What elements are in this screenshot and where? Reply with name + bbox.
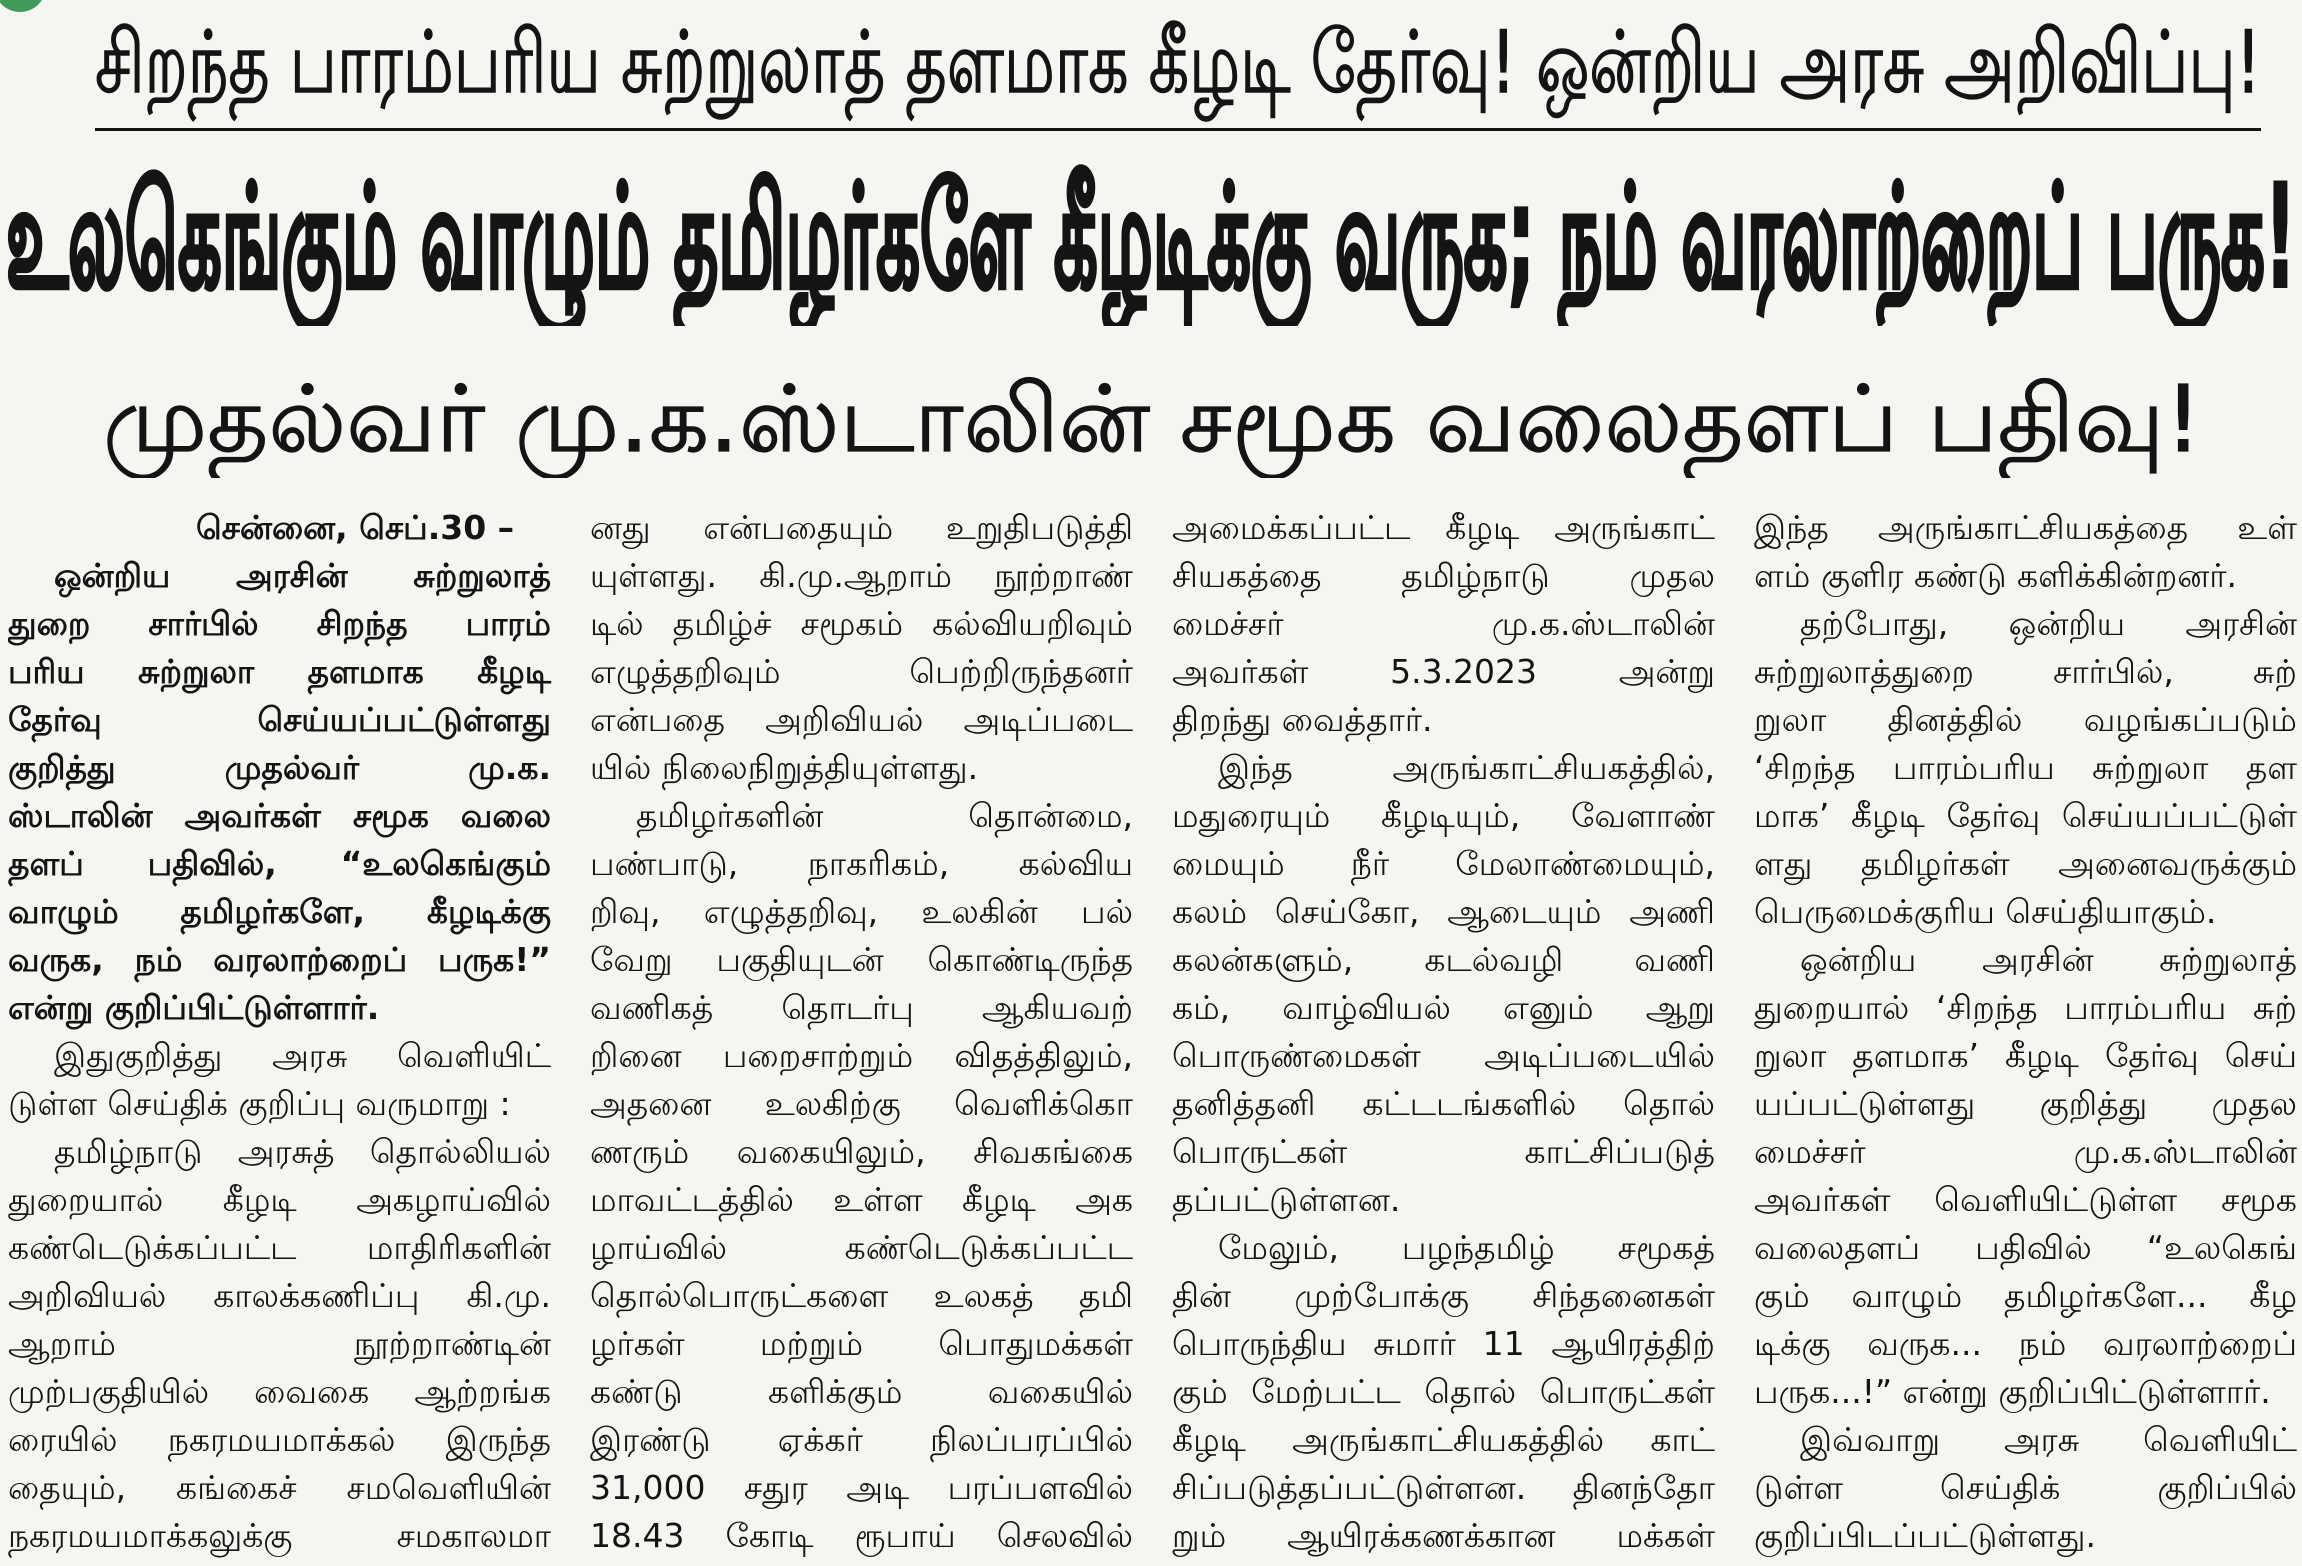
- text-line-content: ஸ்டாலின் அவர்கள் சமூக வலை: [8, 796, 551, 835]
- text-line-content: யுள்ளது. கி.மு.ஆறாம் நூற்றாண்: [590, 556, 1133, 595]
- text-line: [8, 840, 552, 888]
- text-line: [1172, 1368, 1716, 1416]
- text-line: [8, 1128, 552, 1176]
- text-line-content: எழுத்தறிவும் பெற்றிருந்தனர்: [590, 652, 1133, 691]
- text-line: [590, 1272, 1134, 1320]
- article-column-1: [8, 504, 552, 1560]
- text-line-content: 18.43 கோடி ரூபாய் செலவில்: [590, 1516, 1133, 1555]
- subheadline-text: முதல்வர் மு.க.ஸ்டாலின் சமூக வலைதளப் பதிவு!: [103, 366, 2202, 473]
- text-line-content: அறிவியல் காலக்கணிப்பு கி.மு.: [8, 1276, 551, 1315]
- text-line: [1172, 936, 1716, 984]
- text-line: [1172, 1512, 1716, 1560]
- text-line-content: இவ்வாறு அரசு வெளியிட்: [1800, 1420, 2297, 1459]
- text-line-content: மையும் நீர் மேலாண்மையும்,: [1172, 844, 1715, 883]
- text-line: [590, 1128, 1134, 1176]
- text-line: [590, 1224, 1134, 1272]
- text-line: [1754, 552, 2298, 600]
- text-line: [1754, 1224, 2298, 1272]
- text-line: [1754, 696, 2298, 744]
- text-line: [1172, 696, 1716, 744]
- text-line: [1754, 744, 2298, 792]
- text-line-content: கண்டெடுக்கப்பட்ட மாதிரிகளின்: [8, 1228, 551, 1267]
- text-line-content: பருக...!” என்று குறிப்பிட்டுள்ளார்.: [1754, 1372, 2271, 1411]
- text-line: [590, 552, 1134, 600]
- text-line-content: டிக்கு வருக... நம் வரலாற்றைப்: [1754, 1324, 2297, 1363]
- text-line-content: ஒன்றிய அரசின் சுற்றுலாத்: [54, 556, 551, 595]
- text-line-content: ஆறாம் நூற்றாண்டின்: [8, 1324, 551, 1363]
- text-line: [590, 504, 1134, 552]
- paragraph: [1754, 936, 2298, 1416]
- text-line-content: றிவு, எழுத்தறிவு, உலகின் பல்: [590, 892, 1133, 931]
- paragraph-continued: [1754, 504, 2298, 600]
- text-line: [1172, 600, 1716, 648]
- text-line-content: யப்பட்டுள்ளது குறித்து முதல: [1754, 1084, 2297, 1123]
- text-line-content: இதுகுறித்து அரசு வெளியிட்: [54, 1036, 551, 1075]
- text-line-content: மாக’ கீழடி தேர்வு செய்யப்பட்டுள்: [1754, 796, 2297, 835]
- text-line: [1754, 648, 2298, 696]
- masthead-logo-fragment: [0, 0, 46, 12]
- text-line: [8, 1176, 552, 1224]
- text-line-content: மாவட்டத்தில் உள்ள கீழடி அக: [590, 1180, 1133, 1219]
- text-line-content: துறை சார்பில் சிறந்த பாரம்: [8, 604, 551, 643]
- text-line: [1754, 1512, 2298, 1560]
- text-line: [1754, 1464, 2298, 1512]
- text-line: [8, 600, 552, 648]
- text-line-content: தற்போது, ஒன்றிய அரசின்: [1800, 604, 2297, 643]
- text-line: [590, 840, 1134, 888]
- paragraph: [1754, 1416, 2298, 1560]
- text-line: [1172, 744, 1716, 792]
- text-line: [590, 936, 1134, 984]
- text-line-content: குறிப்பிடப்பட்டுள்ளது.: [1754, 1516, 2096, 1555]
- text-line: [8, 936, 552, 984]
- text-line-content: பொருட்கள் காட்சிப்படுத்: [1172, 1132, 1715, 1171]
- text-line-content: அவர்கள் 5.3.2023 அன்று: [1172, 652, 1715, 691]
- text-line: [1172, 1320, 1716, 1368]
- text-line-content: மைச்சர் மு.க.ஸ்டாலின்: [1172, 604, 1715, 643]
- text-line-content: தேர்வு செய்யப்பட்டுள்ளது: [8, 700, 551, 739]
- text-line-content: டுள்ள செய்திக் குறிப்பு வருமாறு :: [8, 1084, 511, 1123]
- text-line-content: கண்டு களிக்கும் வகையில்: [590, 1372, 1133, 1411]
- text-line: [8, 1224, 552, 1272]
- text-line-content: பொருந்திய சுமார் 11 ஆயிரத்திற்: [1172, 1324, 1715, 1363]
- text-line: [1172, 792, 1716, 840]
- text-line: [1172, 1272, 1716, 1320]
- text-line: [8, 792, 552, 840]
- text-line-content: ளம் குளிர கண்டு களிக்கின்றனர்.: [1754, 556, 2237, 595]
- text-line-content: ழர்கள் மற்றும் பொதுமக்கள்: [590, 1324, 1133, 1363]
- text-line-content: என்பதை அறிவியல் அடிப்படை: [590, 700, 1133, 739]
- text-line-content: கும் வாழும் தமிழர்களே... கீழ: [1754, 1276, 2297, 1315]
- text-line: [1172, 1128, 1716, 1176]
- text-line-content: வருக, நம் வரலாற்றைப் பருக!”: [8, 940, 551, 979]
- text-line: [1172, 1224, 1716, 1272]
- text-line-content: றும் ஆயிரக்கணக்கான மக்கள்: [1172, 1516, 1715, 1555]
- text-line: [1172, 1416, 1716, 1464]
- text-line-content: இந்த அருங்காட்சியகத்தில்,: [1218, 748, 1715, 787]
- text-line-content: றினை பறைசாற்றும் விதத்திலும்,: [590, 1036, 1133, 1075]
- text-line: [8, 888, 552, 936]
- text-line: [1754, 1080, 2298, 1128]
- text-line: [1754, 840, 2298, 888]
- main-headline-text: உலகெங்கும் வாழும் தமிழர்களே கீழடிக்கு வருக; நம் வரலாற்றைப் பருக!: [6, 155, 2296, 320]
- text-line-content: என்று குறிப்பிட்டுள்ளார்.: [8, 988, 380, 1027]
- text-line: [8, 648, 552, 696]
- article-column-3: [1172, 504, 1716, 1560]
- text-line: [590, 1416, 1134, 1464]
- text-line: [8, 984, 552, 1032]
- text-line: [1172, 552, 1716, 600]
- text-line-content: தனித்தனி கட்டடங்களில் தொல்: [1172, 1084, 1715, 1123]
- text-line-content: வாழும் தமிழர்களே, கீழடிக்கு: [8, 892, 551, 931]
- text-line: [1172, 1176, 1716, 1224]
- text-line: [8, 1272, 552, 1320]
- text-line: [590, 696, 1134, 744]
- text-line-content: கலம் செய்கோ, ஆடையும் அணி: [1172, 892, 1715, 931]
- text-line-content: சென்னை, செப்.30 –: [196, 508, 515, 547]
- text-line-content: 31,000 சதுர அடி பரப்பளவில்: [590, 1468, 1133, 1507]
- text-line: [590, 1080, 1134, 1128]
- text-line-content: மேலும், பழந்தமிழ் சமூகத்: [1218, 1228, 1715, 1267]
- text-line: [590, 1320, 1134, 1368]
- text-line: [1172, 504, 1716, 552]
- text-line-content: டில் தமிழ்ச் சமூகம் கல்வியறிவும்: [590, 604, 1133, 643]
- text-line: [8, 504, 552, 552]
- text-line-content: அவர்கள் வெளியிட்டுள்ள சமூக: [1754, 1180, 2297, 1219]
- kicker-headline: [95, 4, 2261, 122]
- text-line-content: கும் மேற்பட்ட தொல் பொருட்கள்: [1172, 1372, 1715, 1411]
- text-line-content: வலைதளப் பதிவில் “உலகெங்: [1754, 1228, 2297, 1267]
- text-line: [590, 1368, 1134, 1416]
- text-line-content: திறந்து வைத்தார்.: [1172, 700, 1433, 739]
- text-line-content: தொல்பொருட்களை உலகத் தமி: [590, 1276, 1133, 1315]
- text-line: [1172, 1464, 1716, 1512]
- text-line: [8, 1416, 552, 1464]
- text-line: [1172, 1080, 1716, 1128]
- text-line-content: தின் முற்போக்கு சிந்தனைகள்: [1172, 1276, 1715, 1315]
- text-line-content: தளப் பதிவில், “உலகெங்கும்: [8, 844, 551, 883]
- text-line-content: பரிய சுற்றுலா தளமாக கீழடி: [8, 652, 551, 691]
- text-line: [8, 552, 552, 600]
- text-line: [590, 648, 1134, 696]
- text-line: [8, 744, 552, 792]
- text-line-content: அதனை உலகிற்கு வெளிக்கொ: [590, 1084, 1133, 1123]
- text-line: [1754, 1320, 2298, 1368]
- text-line: [1754, 1032, 2298, 1080]
- text-line: [1172, 888, 1716, 936]
- paragraph: [8, 1032, 552, 1128]
- text-line-content: றுலா தினத்தில் வழங்கப்படும்: [1754, 700, 2297, 739]
- paragraph: [8, 1128, 552, 1560]
- article-column-4: [1754, 504, 2298, 1560]
- text-line-content: பெருமைக்குரிய செய்தியாகும்.: [1754, 892, 2217, 931]
- text-line: [8, 1080, 552, 1128]
- text-line: [1754, 1416, 2298, 1464]
- text-line: [590, 792, 1134, 840]
- text-line-content: கம், வாழ்வியல் எனும் ஆறு: [1172, 988, 1715, 1027]
- text-line-content: தப்பட்டுள்ளன.: [1172, 1180, 1401, 1219]
- paragraph: [590, 792, 1134, 1560]
- article-column-2: [590, 504, 1134, 1560]
- text-line: [1172, 648, 1716, 696]
- text-line: [1172, 1032, 1716, 1080]
- subheadline: [103, 362, 2202, 478]
- text-line: [590, 1464, 1134, 1512]
- text-line: [8, 696, 552, 744]
- headline-divider: [95, 128, 2261, 131]
- text-line-content: முற்பகுதியில் வைகை ஆற்றங்க: [8, 1372, 551, 1411]
- text-line: [1172, 984, 1716, 1032]
- paragraph: [1754, 600, 2298, 936]
- text-line-content: னது என்பதையும் உறுதிபடுத்தி: [590, 508, 1133, 547]
- text-line: [1754, 792, 2298, 840]
- text-line: [590, 744, 1134, 792]
- paragraph-continued: [590, 504, 1134, 792]
- text-line-content: கீழடி அருங்காட்சியகத்தில் காட்: [1172, 1420, 1715, 1459]
- text-line: [8, 1320, 552, 1368]
- text-line: [1754, 936, 2298, 984]
- text-line-content: குறித்து முதல்வர் மு.க.: [8, 748, 551, 787]
- text-line: [1172, 840, 1716, 888]
- text-line: [1754, 600, 2298, 648]
- article-body: [0, 504, 2302, 1560]
- text-line-content: துறையால் ‘சிறந்த பாரம்பரிய சுற்: [1754, 988, 2297, 1027]
- text-line-content: ணரும் வகையிலும், சிவகங்கை: [590, 1132, 1133, 1171]
- text-line: [1754, 888, 2298, 936]
- text-line: [590, 1032, 1134, 1080]
- text-line: [590, 888, 1134, 936]
- text-line: [1754, 984, 2298, 1032]
- text-line: [1754, 1176, 2298, 1224]
- text-line-content: மைச்சர் மு.க.ஸ்டாலின்: [1754, 1132, 2297, 1171]
- text-line-content: நகரமயமாக்கலுக்கு சமகாலமா: [8, 1516, 551, 1555]
- text-line-content: ‘சிறந்த பாரம்பரிய சுற்றுலா தள: [1754, 748, 2297, 787]
- paragraph: [1172, 744, 1716, 1224]
- text-line-content: சுற்றுலாத்துறை சார்பில், சுற்: [1754, 652, 2297, 691]
- text-line-content: ழாய்வில் கண்டெடுக்கப்பட்ட: [590, 1228, 1133, 1267]
- text-line-content: தமிழர்களின் தொன்மை,: [636, 796, 1133, 835]
- main-headline: [6, 150, 2296, 326]
- text-line-content: இரண்டு ஏக்கர் நிலப்பரப்பில்: [590, 1420, 1133, 1459]
- text-line-content: சியகத்தை தமிழ்நாடு முதல: [1172, 556, 1715, 595]
- text-line-content: டுள்ள செய்திக் குறிப்பில்: [1754, 1468, 2297, 1507]
- text-line-content: ரையில் நகரமயமாக்கல் இருந்த: [8, 1420, 551, 1459]
- text-line: [1754, 1368, 2298, 1416]
- text-line: [1754, 1272, 2298, 1320]
- text-line-content: கலன்களும், கடல்வழி வணி: [1172, 940, 1715, 979]
- text-line-content: யில் நிலைநிறுத்தியுள்ளது.: [590, 748, 979, 787]
- text-line: [8, 1512, 552, 1560]
- text-line-content: இந்த அருங்காட்சியகத்தை உள்: [1754, 508, 2297, 547]
- text-line-content: தையும், கங்கைச் சமவெளியின்: [8, 1468, 551, 1507]
- text-line: [1754, 1128, 2298, 1176]
- text-line-content: பண்பாடு, நாகரிகம், கல்விய: [590, 844, 1133, 883]
- text-line-content: அமைக்கப்பட்ட கீழடி அருங்காட்: [1172, 508, 1715, 547]
- dateline: [8, 504, 552, 552]
- text-line: [8, 1368, 552, 1416]
- text-line: [590, 600, 1134, 648]
- text-line: [8, 1464, 552, 1512]
- text-line-content: வணிகத் தொடர்பு ஆகியவற்: [590, 988, 1133, 1027]
- text-line-content: தமிழ்நாடு அரசுத் தொல்லியல்: [54, 1132, 551, 1171]
- text-line-content: துறையால் கீழடி அகழாய்வில்: [8, 1180, 551, 1219]
- text-line: [1754, 504, 2298, 552]
- text-line-content: பொருண்மைகள் அடிப்படையில்: [1172, 1036, 1715, 1075]
- text-line-content: றுலா தளமாக’ கீழடி தேர்வு செய்: [1754, 1036, 2297, 1075]
- kicker-text: சிறந்த பாரம்பரிய சுற்றுலாத் தளமாக கீழடி தேர்வு! ஒன்றிய அரசு அறிவிப்பு!: [95, 13, 2261, 113]
- text-line-content: மதுரையும் கீழடியும், வேளாண்: [1172, 796, 1715, 835]
- text-line-content: ஒன்றிய அரசின் சுற்றுலாத்: [1800, 940, 2297, 979]
- text-line: [590, 984, 1134, 1032]
- text-line-content: சிப்படுத்தப்பட்டுள்ளன. தினந்தோ: [1172, 1468, 1715, 1507]
- text-line: [590, 1176, 1134, 1224]
- paragraph-continued: [1172, 504, 1716, 744]
- text-line-content: ளது தமிழர்கள் அனைவருக்கும்: [1754, 844, 2297, 883]
- paragraph: [1172, 1224, 1716, 1560]
- text-line: [8, 1032, 552, 1080]
- text-line-content: வேறு பகுதியுடன் கொண்டிருந்த: [590, 940, 1133, 979]
- lead-paragraph: [8, 552, 552, 1032]
- text-line: [590, 1512, 1134, 1560]
